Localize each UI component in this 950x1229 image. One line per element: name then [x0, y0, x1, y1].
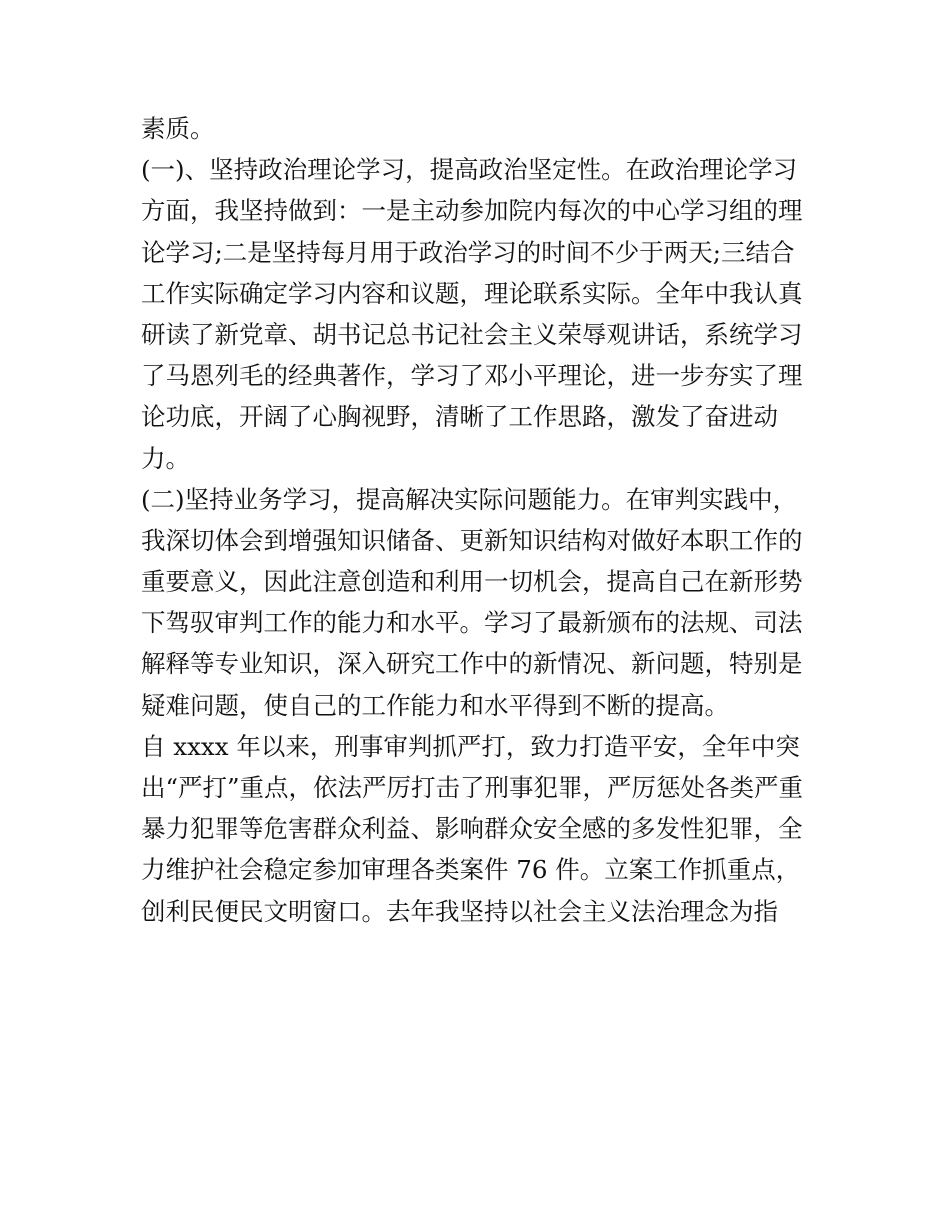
text-line: 疑难问题，使自己的工作能力和水平得到不断的提高。 [141, 690, 729, 720]
text-line: 力维护社会稳定参加审理各类案件 76 件。立案工作抓重点， [141, 855, 801, 885]
text-line: 研读了新党章、胡书记总书记社会主义荣辱观讲话，系统学习 [141, 319, 803, 349]
text-line: 下驾驭审判工作的能力和水平。学习了最新颁布的法规、司法 [141, 608, 803, 638]
text-line: 论功底，开阔了心胸视野，清晰了工作思路，激发了奋进动 [141, 402, 778, 432]
text-line: 素质。 [141, 114, 215, 143]
text-line: 工作实际确定学习内容和议题，理论联系实际。全年中我认真 [141, 278, 803, 308]
text-line: 力。 [141, 443, 190, 473]
text-line: 出“严打”重点，依法严厉打击了刑事犯罪，严厉惩处各类严重 [141, 773, 804, 802]
body-text [141, 108, 821, 932]
text-line: 论学习;二是坚持每月用于政治学习的时间不少于两天;三结合 [141, 237, 795, 267]
text-line: 暴力犯罪等危害群众利益、影响群众安全感的多发性犯罪，全 [141, 814, 803, 844]
text-line: (一)、坚持政治理论学习，提高政治坚定性。在政治理论学习 [141, 155, 798, 185]
text-line: 重要意义，因此注意创造和利用一切机会，提高自己在新形势 [141, 567, 803, 597]
text-line: (二)坚持业务学习，提高解决实际问题能力。在审判实践中， [141, 484, 798, 514]
text-line: 解释等专业知识，深入研究工作中的新情况、新问题，特别是 [141, 649, 803, 679]
text-line: 创利民便民文明窗口。去年我坚持以社会主义法治理念为指 [141, 896, 778, 926]
text-line: 了马恩列毛的经典著作，学习了邓小平理论，进一步夯实了理 [141, 361, 803, 391]
text-line: 我深切体会到增强知识储备、更新知识结构对做好本职工作的 [141, 525, 803, 555]
text-line: 方面，我坚持做到：一是主动参加院内每次的中心学习组的理 [141, 196, 803, 226]
text-line: 自 xxxx 年以来，刑事审判抓严打，致力打造平安，全年中突 [141, 731, 800, 761]
